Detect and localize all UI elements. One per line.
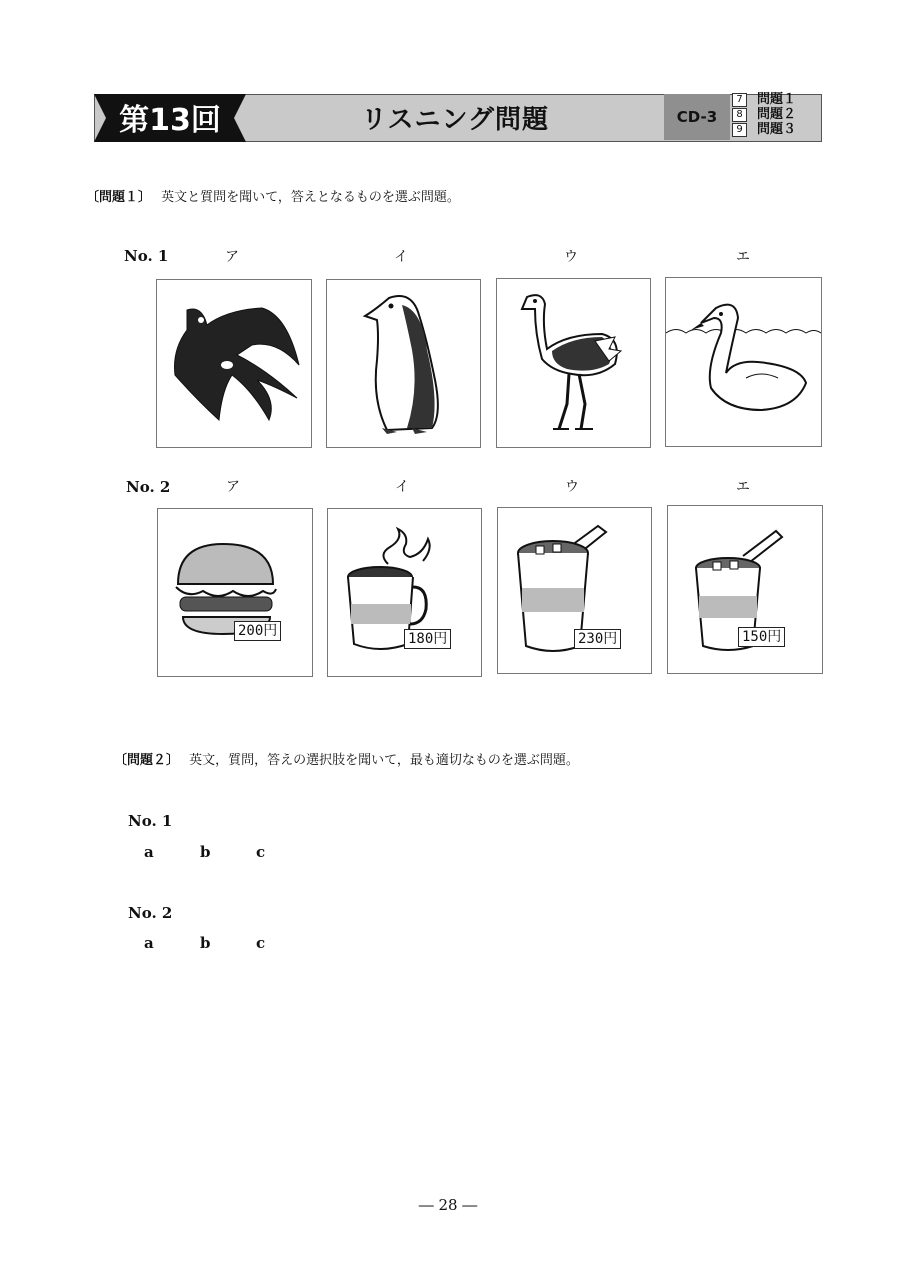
choice-letter: ウ xyxy=(564,249,578,265)
swallow-picture[interactable] xyxy=(156,279,312,448)
answer-choice[interactable]: a xyxy=(144,934,154,952)
small-iced-drink-picture[interactable] xyxy=(667,505,823,674)
q2-instruction: 英文，質問，答えの選択肢を聞いて，最も適切なものを選ぶ問題。 xyxy=(189,753,579,768)
price-tag: 230円 xyxy=(574,629,621,649)
choice-letter: エ xyxy=(736,249,750,265)
q1-label: 〔問題１〕 xyxy=(86,190,152,205)
swan-picture[interactable] xyxy=(665,277,822,447)
track-label: 問題１ xyxy=(757,92,797,107)
ostrich-icon xyxy=(497,279,650,447)
choice-letter: ウ xyxy=(565,479,579,495)
swan-icon xyxy=(666,278,821,446)
price-tag: 150円 xyxy=(738,627,785,647)
track-label: 問題３ xyxy=(757,122,797,137)
iced-drink-picture[interactable] xyxy=(497,507,652,674)
q2-no2-label: No. 2 xyxy=(128,904,173,922)
swallow-icon xyxy=(157,280,311,447)
choice-letter: ア xyxy=(226,479,240,495)
penguin-icon xyxy=(327,280,480,447)
hamburger-picture[interactable] xyxy=(157,508,313,677)
small-drink-icon xyxy=(668,506,822,673)
choice-letter: イ xyxy=(395,479,409,495)
answer-choice[interactable]: c xyxy=(256,843,266,861)
track-item xyxy=(732,107,822,122)
q1-instruction: 英文と質問を聞いて，答えとなるものを選ぶ問題。 xyxy=(161,190,460,205)
choice-letter: エ xyxy=(736,479,750,495)
round-label: 第13回 xyxy=(119,103,221,138)
track-item xyxy=(732,122,822,137)
cd-label: CD-3 xyxy=(664,94,730,140)
track-number: 7 xyxy=(732,93,747,107)
coffee-picture[interactable] xyxy=(327,508,482,677)
answer-choice[interactable]: c xyxy=(256,934,266,952)
answer-choice[interactable]: b xyxy=(200,843,211,861)
q1-no1-label: No. 1 xyxy=(124,247,169,265)
answer-choice[interactable]: a xyxy=(144,843,154,861)
q2-label: 〔問題２〕 xyxy=(114,753,180,768)
penguin-picture[interactable] xyxy=(326,279,481,448)
price-tag: 180円 xyxy=(404,629,451,649)
answer-choice[interactable]: b xyxy=(200,934,211,952)
choice-letter: イ xyxy=(394,249,408,265)
track-label: 問題２ xyxy=(757,107,797,122)
track-list xyxy=(732,92,822,137)
coffee-cup-icon xyxy=(328,509,481,676)
price-tag: 200円 xyxy=(234,621,281,641)
hamburger-icon xyxy=(158,509,312,676)
page-title: リスニング問題 xyxy=(361,104,549,135)
ostrich-picture[interactable] xyxy=(496,278,651,448)
track-number: 9 xyxy=(732,123,747,137)
track-item xyxy=(732,92,822,107)
q2-heading xyxy=(114,749,579,768)
q1-heading xyxy=(86,186,460,205)
choice-letter: ア xyxy=(225,249,239,265)
page-number: ― 28 ― xyxy=(418,1196,478,1214)
q1-no2-label: No. 2 xyxy=(126,478,171,496)
track-number: 8 xyxy=(732,108,747,122)
q2-no1-label: No. 1 xyxy=(128,812,173,830)
round-badge xyxy=(94,94,246,142)
